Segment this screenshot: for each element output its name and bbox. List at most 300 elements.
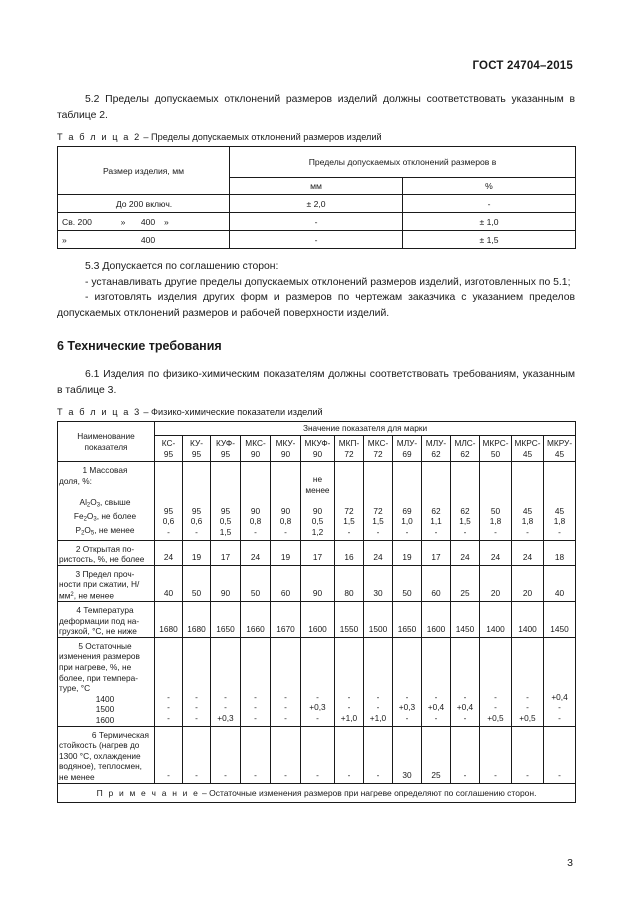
table3-row1-value: 1,5: [372, 516, 384, 527]
section-6-title: 6 Технические требования: [57, 339, 222, 353]
table3-header-mark-1: [183, 436, 211, 462]
spacer: [302, 639, 333, 650]
table2-caption-label: Т а б л и ц а 2: [57, 132, 141, 142]
mark-number: 95: [220, 448, 231, 459]
table3-row2-cell: [241, 540, 271, 565]
table3-row2-cell: [335, 540, 364, 565]
table3-row3-value: 50: [191, 588, 202, 599]
table3-row3-cell: [422, 565, 451, 601]
spacer: [394, 671, 420, 682]
table3-row2-value: 19: [402, 552, 412, 563]
mark-number: 72: [344, 448, 354, 459]
spacer: [212, 649, 239, 660]
table3-row5-value: -: [224, 691, 227, 702]
table3-row6-name: [58, 726, 155, 783]
mark-prefix: КС-: [161, 437, 176, 448]
spacer: [156, 474, 181, 485]
mark-prefix: КУФ-: [216, 437, 235, 448]
spacer: [156, 728, 181, 739]
table3-row1-cell: [183, 462, 211, 541]
spacer: [545, 671, 574, 682]
table3-row4-cell: [451, 602, 480, 638]
spacer: [481, 749, 510, 760]
table3-row2-value: 24: [460, 552, 470, 563]
table3-row6-cell: [393, 726, 422, 783]
table3-row3-cell: [155, 565, 183, 601]
table3-row1-value: 1,8: [521, 516, 534, 527]
spacer: [184, 728, 209, 739]
spacer: [336, 495, 362, 506]
table3-row3-cell: [271, 565, 301, 601]
table3-row4-cell: [155, 602, 183, 638]
table3-row2-value: 19: [280, 552, 291, 563]
table3-row5-value: -: [405, 691, 409, 702]
spacer: [545, 649, 574, 660]
table3-row4-cell: [544, 602, 576, 638]
spacer: [513, 671, 542, 682]
table3-row4-value: 1680: [159, 624, 178, 635]
spacer: [452, 485, 478, 496]
table3-note-text: – Остаточные изменения размеров при нагреве определяют по соглашению сторон.: [202, 787, 537, 798]
table3-row3-cell: [512, 565, 544, 601]
table3-row5-value: -: [494, 691, 497, 702]
table3-row3-cell: [301, 565, 335, 601]
table3-row6-value: -: [254, 769, 257, 780]
table3-row1-value: -: [558, 526, 561, 537]
table3-row6-cell: [155, 726, 183, 783]
spacer: [156, 671, 181, 682]
spacer: [365, 660, 391, 671]
spacer: [513, 749, 542, 760]
spacer: [394, 485, 420, 496]
table3-row4-cell: [422, 602, 451, 638]
mark-prefix: МКС-: [245, 437, 266, 448]
spacer: [394, 649, 420, 660]
spacer: [423, 474, 449, 485]
table3-row3-name-line2: ности при сжатии, Н/: [59, 579, 140, 590]
spacer: [545, 495, 574, 506]
table3-row-2: [58, 540, 576, 565]
table3-row5-cell: [301, 637, 335, 726]
spacer: [513, 681, 542, 692]
table3-row3-value: 30: [373, 588, 383, 599]
table3-row6-cell: [271, 726, 301, 783]
table3-row6-name-line5: не менее: [59, 771, 95, 782]
spacer: [365, 485, 391, 496]
table3-row5-name-line5: туре, °С: [59, 683, 91, 694]
table2-header-row-1: [58, 147, 576, 178]
table3-row5-value: -: [376, 702, 380, 713]
table3-row3-value: 50: [402, 588, 412, 599]
table3-row1-value: -: [494, 526, 497, 537]
mark-number: 95: [191, 448, 202, 459]
table3-row6-cell: [241, 726, 271, 783]
table3-row1-value: 0,6: [162, 516, 175, 527]
spacer: [513, 660, 542, 671]
spacer: [423, 639, 449, 650]
table3-row6-cell: [451, 726, 480, 783]
spacer: [302, 728, 333, 739]
mark-number: 62: [431, 448, 441, 459]
table3-row2-value: 24: [163, 552, 174, 563]
spacer: [394, 495, 420, 506]
spacer: [272, 671, 299, 682]
table2-header-percent: %: [403, 178, 576, 195]
spacer: [545, 759, 574, 770]
table3-row6-value: -: [526, 769, 529, 780]
table3-row4-value: 1400: [518, 624, 537, 635]
table3-row5-value: +0,5: [519, 712, 536, 723]
spacer: [545, 749, 574, 760]
table3-row5-value: -: [316, 712, 319, 723]
table3-caption-label: Т а б л и ц а 3: [57, 407, 141, 417]
spacer: [481, 738, 510, 749]
spacer: [545, 681, 574, 692]
spacer: [272, 681, 299, 692]
spacer: [365, 728, 391, 739]
spacer: [212, 639, 239, 650]
table3-row-5: [58, 637, 576, 726]
spacer: [212, 681, 239, 692]
table3-caption-text: – Физико-химические показатели изделий: [143, 407, 323, 417]
spacer: [184, 749, 209, 760]
table3-row5-value: -: [316, 691, 319, 702]
table3-row6-value: 25: [431, 769, 441, 780]
spacer: [365, 738, 391, 749]
table3-row3-cell: [335, 565, 364, 601]
table3-row1-cell: [241, 462, 271, 541]
table3-row2-cell: [451, 540, 480, 565]
table3-row1-value: 95: [163, 505, 174, 516]
spacer: [242, 649, 269, 660]
table3-row1-name-line2: доля, %:: [59, 475, 92, 486]
spacer: [481, 485, 510, 496]
table3-row1-name: [58, 462, 155, 541]
table3-row5-temp-1500: 1500: [95, 704, 115, 715]
spacer: [452, 681, 478, 692]
spacer: [212, 485, 239, 496]
table3-row5-value: -: [405, 712, 409, 723]
table3-row5-name-line4: более, при темпера-: [59, 672, 139, 683]
table3-row4-value: 1600: [308, 624, 327, 635]
table3-row1-cell: [335, 462, 364, 541]
spacer: [336, 474, 362, 485]
spacer: [336, 759, 362, 770]
table3-row5-value: +0,4: [456, 702, 474, 713]
table3-row1-value: 1,5: [459, 516, 471, 527]
table3-row5-value: -: [463, 712, 467, 723]
table3-row5-value: -: [284, 702, 287, 713]
spacer: [184, 738, 209, 749]
table3-row1-cell: [211, 462, 241, 541]
table3-row1-cell: [301, 462, 335, 541]
table3-row3-value: 50: [250, 588, 261, 599]
spacer: [513, 495, 542, 506]
table3-row2-name: [58, 540, 155, 565]
table3-row1-value: -: [405, 526, 409, 537]
table3-row5-value: -: [224, 702, 227, 713]
table3-row5-cell: [183, 637, 211, 726]
table3-row5-value: +0,3: [217, 712, 234, 723]
table3-row4-cell: [271, 602, 301, 638]
table2-size-op1: »: [120, 216, 126, 227]
spacer: [513, 485, 542, 496]
table3-row5-value: -: [195, 702, 198, 713]
table3-header-row-1: [58, 422, 576, 436]
spacer: [481, 671, 510, 682]
spacer: [513, 649, 542, 660]
table3-note-label: П р и м е ч а н и е: [96, 787, 200, 798]
table3-row2-cell: [211, 540, 241, 565]
table3-row6-name-line3: 1300 °С, охлаждение: [59, 750, 141, 761]
table3-row2-cell: [155, 540, 183, 565]
table2-size-to: 400: [140, 234, 156, 245]
spacer: [452, 660, 478, 671]
spacer: [423, 660, 449, 671]
table3-row1-sub-al: $Al_2O_3$, свыше: [79, 496, 131, 509]
spacer: [242, 749, 269, 760]
spacer: [452, 759, 478, 770]
table3-row1-value: 1,1: [430, 516, 442, 527]
table3-row5-name: [58, 637, 155, 726]
table3-row6-value: -: [224, 769, 227, 780]
table3-row1-value: 72: [373, 505, 383, 516]
table3-header-group: Значение показателя для марки: [155, 422, 576, 436]
table3-row6-cell: [364, 726, 393, 783]
table3-header-mark-13: [544, 436, 576, 462]
table3-header-mark-4: [271, 436, 301, 462]
table3-row5-value: -: [376, 691, 380, 702]
table3-row5-value: -: [526, 691, 529, 702]
spacer: [452, 639, 478, 650]
table3-row4-cell: [241, 602, 271, 638]
spacer: [545, 474, 574, 485]
spacer: [212, 728, 239, 739]
table2-cell-mm: ± 2,0: [230, 195, 403, 213]
spacer: [242, 759, 269, 770]
table3-row2-value: 17: [431, 552, 441, 563]
spacer: [513, 639, 542, 650]
spacer: [365, 671, 391, 682]
table3-row1-ne-line1: не: [312, 474, 323, 485]
spacer: [242, 485, 269, 496]
page-content: [57, 92, 575, 803]
table3-row3-value: 60: [431, 588, 441, 599]
spacer: [184, 681, 209, 692]
spacer: [302, 649, 333, 660]
spacer: [242, 474, 269, 485]
table3-row4-value: 1550: [339, 624, 359, 635]
table3-row4-name: [58, 602, 155, 638]
spacer: [481, 681, 510, 692]
table3-row6-value: -: [558, 769, 561, 780]
table3-row6-value: -: [347, 769, 351, 780]
table3-row5-value: -: [254, 691, 257, 702]
table3-row1-value: 45: [522, 505, 533, 516]
clause-5-3-lead: 5.3 Допускается по соглашению сторон:: [85, 261, 279, 272]
spacer: [242, 738, 269, 749]
spacer: [272, 749, 299, 760]
table2-header-limits: Пределы допускаемых отклонений размеров в: [230, 147, 576, 178]
table3-row2-value: 24: [490, 552, 501, 563]
table3-note: [58, 783, 576, 803]
spacer: [156, 759, 181, 770]
spacer: [545, 660, 574, 671]
table3-row5-value: -: [167, 702, 170, 713]
spacer: [545, 485, 574, 496]
spacer: [481, 474, 510, 485]
mark-prefix: МЛУ-: [425, 437, 447, 448]
mark-number: 90: [312, 448, 323, 459]
table3-row5-value: -: [494, 702, 497, 713]
table3-row5-cell: [512, 637, 544, 726]
table3-row4-value: 1450: [455, 624, 475, 635]
table3-row1-value: 72: [344, 505, 354, 516]
table3-row1-value: 69: [402, 505, 412, 516]
table3-row2-value: 17: [220, 552, 231, 563]
spacer: [302, 495, 333, 506]
table3-row2-cell: [183, 540, 211, 565]
table3-row1-value: 50: [490, 505, 501, 516]
table3-row4-value: 1650: [216, 624, 235, 635]
table3-row5-cell: [393, 637, 422, 726]
mark-number: 90: [280, 448, 291, 459]
table3-row6-value: -: [316, 769, 319, 780]
table3-row5-value: +0,4: [427, 702, 445, 713]
spacer: [272, 738, 299, 749]
table3-row5-value: +0,5: [487, 712, 504, 723]
spacer: [302, 759, 333, 770]
spacer: [272, 639, 299, 650]
spacer: [365, 749, 391, 760]
table3-row3-value: 40: [163, 588, 174, 599]
table-2: [57, 146, 576, 249]
clause-5-3-item-1: - устанавливать другие пределы допускаемых отклонений размеров изделий, изготовленных по 5.1;: [85, 276, 571, 288]
spacer: [302, 681, 333, 692]
table2-cell-mm: -: [230, 213, 403, 231]
table2-row: [58, 231, 576, 249]
spacer: [272, 495, 299, 506]
table3-row1-name-line1: 1 Массовая: [82, 465, 128, 475]
table3-row1-cell: [451, 462, 480, 541]
spacer: [545, 639, 574, 650]
spacer: [423, 728, 449, 739]
table3-row2-cell: [544, 540, 576, 565]
table3-row1-cell: [512, 462, 544, 541]
table3-row6-value: -: [494, 769, 497, 780]
table3-row1-value: 1,5: [219, 526, 232, 537]
spacer: [513, 728, 542, 739]
mark-prefix: МКРУ-: [546, 437, 573, 448]
spacer: [302, 671, 333, 682]
table3-row5-value: -: [434, 691, 438, 702]
table3-row3-name-line1: 3 Предел проч-: [75, 568, 135, 579]
table3-row4-cell: [301, 602, 335, 638]
table3-row1-value: -: [167, 526, 170, 537]
spacer: [365, 495, 391, 506]
spacer: [156, 649, 181, 660]
table3-row5-cell: [271, 637, 301, 726]
table3-header-mark-3: [241, 436, 271, 462]
table2-size-from: »: [62, 234, 67, 245]
spacer: [156, 681, 181, 692]
spacer: [481, 649, 510, 660]
table3-row1-value: 90: [312, 505, 323, 516]
mark-number: 69: [402, 448, 412, 459]
table3-row4-cell: [183, 602, 211, 638]
spacer: [212, 495, 239, 506]
table3-header-mark-6: [335, 436, 364, 462]
table2-cell-mm: -: [230, 231, 403, 249]
spacer: [545, 738, 574, 749]
mark-prefix: МЛУ-: [396, 437, 418, 448]
spacer: [302, 738, 333, 749]
table3-row1-value: 62: [431, 505, 441, 516]
spacer: [394, 759, 420, 770]
spacer: [184, 485, 209, 496]
spacer: [336, 749, 362, 760]
table3-row5-value: -: [463, 691, 467, 702]
table3-row6-value: -: [376, 769, 380, 780]
spacer: [184, 649, 209, 660]
table3-row6-name-line1: 6 Термическая: [91, 729, 149, 740]
table3-row1-value: 90: [280, 505, 291, 516]
spacer: [336, 660, 362, 671]
table3-row6-value: 30: [402, 769, 412, 780]
document-header: ГОСТ 24704–2015: [472, 60, 573, 72]
spacer: [365, 639, 391, 650]
table2-header-size: Размер изделия, мм: [58, 147, 230, 195]
spacer: [452, 649, 478, 660]
table2-row: [58, 213, 576, 231]
spacer: [242, 639, 269, 650]
mark-prefix: МКУФ-: [304, 437, 331, 448]
table2-size-from: Св. 200: [62, 216, 92, 227]
clause-6-1-text: 6.1 Изделия по физико-химическим показателям должны соответствовать требованиям, указанным в таблице 3.: [57, 369, 575, 396]
spacer: [336, 671, 362, 682]
table3-row5-temp-1600: 1600: [95, 714, 115, 725]
spacer: [184, 660, 209, 671]
table2-cell-size: [58, 231, 230, 249]
table3-row4-value: 1680: [187, 624, 206, 635]
table3-row1-ne-line2: менее: [305, 484, 330, 495]
spacer: [365, 681, 391, 692]
table3-row1-value: 1,8: [489, 516, 502, 527]
table3-row3-name: [58, 565, 155, 601]
spacer: [59, 486, 151, 497]
spacer: [336, 485, 362, 496]
spacer: [156, 660, 181, 671]
spacer: [242, 495, 269, 506]
spacer: [156, 639, 181, 650]
table3-row1-value: 0,8: [249, 516, 262, 527]
table3-row1-value: 1,0: [401, 516, 413, 527]
table3-row4-value: 1670: [276, 624, 295, 635]
spacer: [423, 738, 449, 749]
table3-row1-value: 0,6: [190, 516, 203, 527]
table3-row5-value: -: [195, 712, 198, 723]
table3-row2-cell: [422, 540, 451, 565]
table3-row3-cell: [480, 565, 512, 601]
table3-row2-value: 24: [373, 552, 383, 563]
spacer: [212, 738, 239, 749]
mark-prefix: МКП-: [338, 437, 360, 448]
table3-row5-cell: [335, 637, 364, 726]
table3-row4-value: 1400: [486, 624, 505, 635]
table3-row4-name-line1: 4 Температура: [76, 605, 134, 616]
spacer: [212, 749, 239, 760]
spacer: [336, 681, 362, 692]
